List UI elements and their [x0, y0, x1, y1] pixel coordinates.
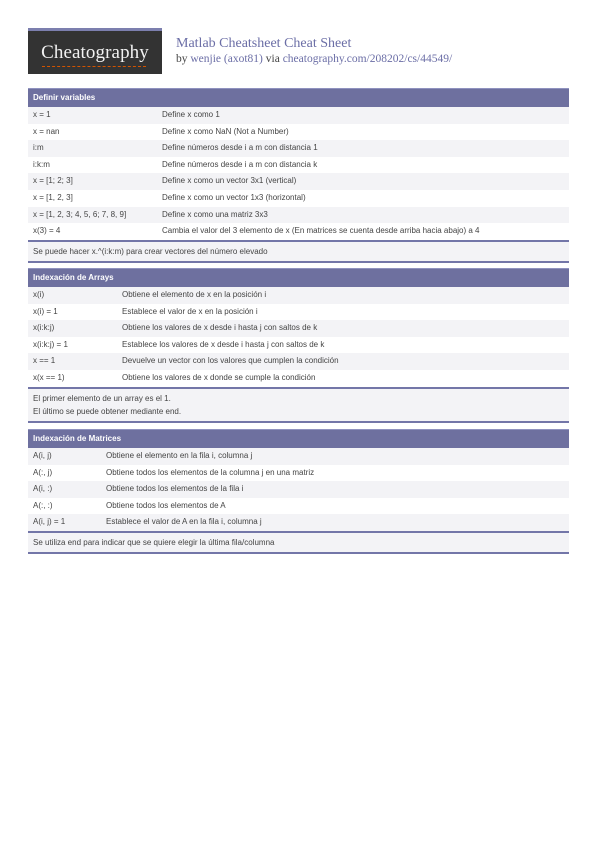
section-indexacion-matrices	[28, 429, 569, 554]
byline	[176, 53, 452, 65]
desc-cell: Obtiene todos los elementos de A	[106, 500, 226, 510]
desc-cell: Define números desde i a m con distancia k	[162, 159, 318, 169]
section-note	[28, 240, 569, 263]
desc-cell: Define x como un vector 3x1 (vertical)	[162, 176, 297, 186]
desc-cell: Cambia el valor del 3 elemento de x (En matrices se cuenta desde arriba hacia abajo) a 4	[162, 226, 480, 236]
table-row	[28, 353, 569, 370]
table-row	[28, 140, 569, 157]
cheatography-logo[interactable]	[28, 28, 162, 74]
note-line: Se puede hacer x.^(i:k:m) para crear vectores del número elevado	[33, 246, 268, 256]
code-cell: x = [1, 2, 3; 4, 5, 6; 7, 8, 9]	[33, 209, 127, 219]
code-cell: x == 1	[33, 356, 56, 366]
desc-cell: Obtiene todos los elementos de la columna j en una matriz	[106, 467, 315, 477]
via-label: via	[265, 53, 280, 65]
desc-cell: Define x como un vector 1x3 (horizontal)	[162, 192, 306, 202]
code-cell: x(i:k:j) = 1	[33, 339, 68, 349]
code-cell: i:m	[33, 143, 44, 153]
logo-underline	[42, 65, 146, 67]
table-row	[28, 223, 569, 240]
sheet-title: Matlab Cheatsheet Cheat Sheet	[176, 36, 352, 51]
desc-cell: Define x como una matriz 3x3	[162, 209, 268, 219]
code-cell: i:k:m	[33, 159, 50, 169]
desc-cell: Define números desde i a m con distancia 1	[162, 143, 318, 153]
section-indexacion-arrays	[28, 268, 569, 423]
section-rows	[28, 448, 569, 531]
table-row	[28, 157, 569, 174]
table-row	[28, 107, 569, 124]
table-row	[28, 124, 569, 141]
code-cell: x = [1, 2, 3]	[33, 192, 73, 202]
desc-cell: Establece el valor de A en la fila i, columna j	[106, 517, 262, 527]
section-rows	[28, 287, 569, 387]
desc-cell: Define x como 1	[162, 110, 220, 119]
section-title: Definir variables	[28, 88, 569, 107]
table-row	[28, 498, 569, 515]
desc-cell: Obtiene todos los elementos de la fila i	[106, 484, 244, 494]
code-cell: x = nan	[33, 126, 60, 136]
note-line: Se utiliza end para indicar que se quiere elegir la última fila/columna	[33, 537, 275, 547]
table-row	[28, 304, 569, 321]
by-label: by	[176, 53, 188, 65]
code-cell: A(:, :)	[33, 500, 53, 510]
section-note	[28, 531, 569, 554]
section-title: Indexación de Matrices	[28, 429, 569, 448]
logo-text: Cheatography	[41, 42, 149, 63]
note-line: El primer elemento de un array es el 1.	[33, 393, 171, 403]
code-cell: A(i, j) = 1	[33, 517, 66, 527]
desc-cell: Obtiene el elemento en la fila i, columna j	[106, 451, 253, 460]
desc-cell: Define x como NaN (Not a Number)	[162, 126, 289, 136]
table-row	[28, 370, 569, 387]
table-row	[28, 448, 569, 465]
code-cell: x(i) = 1	[33, 306, 58, 316]
desc-cell: Establece los valores de x desde i hasta j con saltos de k	[122, 339, 325, 349]
code-cell: x(x == 1)	[33, 372, 65, 382]
table-row	[28, 173, 569, 190]
code-cell: A(i, :)	[33, 484, 53, 494]
table-row	[28, 320, 569, 337]
code-cell: x(3) = 4	[33, 226, 61, 236]
sheet-url-link[interactable]: cheatography.com/208202/cs/44549/	[282, 53, 453, 65]
code-cell: x = 1	[33, 110, 51, 119]
section-title: Indexación de Arrays	[28, 268, 569, 287]
section-definir-variables	[28, 88, 569, 263]
author-link[interactable]: wenjie (axot81)	[190, 53, 263, 65]
section-rows	[28, 107, 569, 240]
table-row	[28, 207, 569, 224]
desc-cell: Devuelve un vector con los valores que cumplen la condición	[122, 356, 339, 366]
note-line: El último se puede obtener mediante end.	[33, 406, 182, 416]
table-row	[28, 337, 569, 354]
table-row	[28, 514, 569, 531]
code-cell: x(i:k:j)	[33, 323, 55, 333]
table-row	[28, 287, 569, 304]
table-row	[28, 190, 569, 207]
desc-cell: Establece el valor de x en la posición i	[122, 306, 258, 316]
section-note	[28, 387, 569, 423]
code-cell: A(:, j)	[33, 467, 53, 477]
table-row	[28, 465, 569, 482]
desc-cell: Obtiene el elemento de x en la posición i	[122, 290, 267, 299]
desc-cell: Obtiene los valores de x donde se cumple la condición	[122, 372, 316, 382]
code-cell: x = [1; 2; 3]	[33, 176, 73, 186]
desc-cell: Obtiene los valores de x desde i hasta j con saltos de k	[122, 323, 318, 333]
table-row	[28, 481, 569, 498]
code-cell: x(i)	[33, 290, 45, 299]
code-cell: A(i, j)	[33, 451, 52, 460]
